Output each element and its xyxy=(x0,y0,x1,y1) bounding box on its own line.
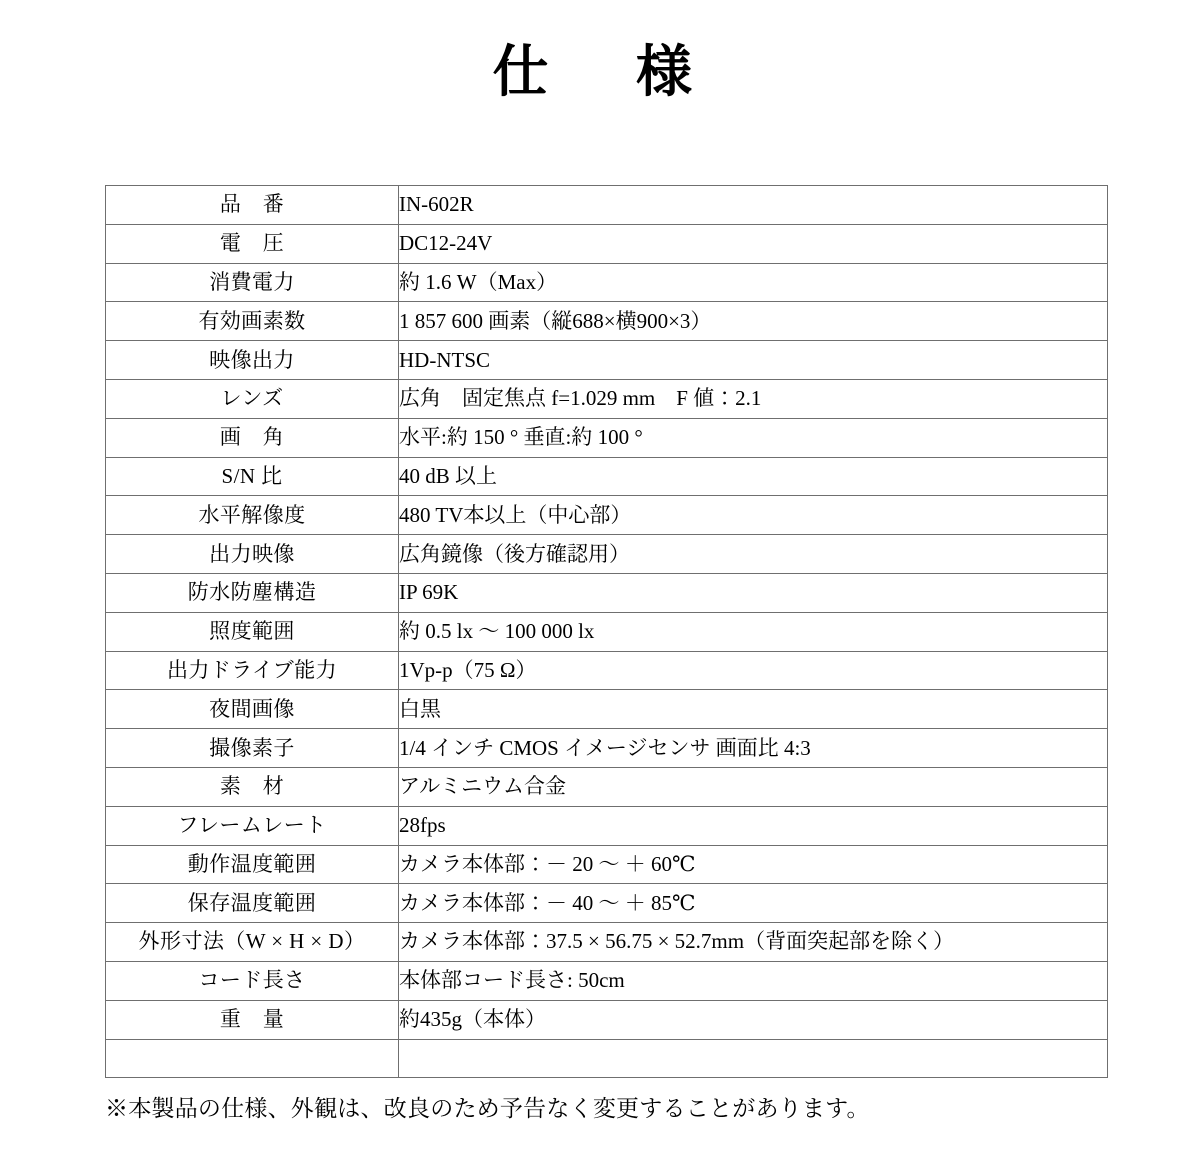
table-row xyxy=(106,573,1108,612)
row-value xyxy=(399,1039,1108,1078)
row-label: 画 角 xyxy=(106,418,399,457)
table-row xyxy=(106,884,1108,923)
row-label: フレームレート xyxy=(106,806,399,845)
row-label: 電 圧 xyxy=(106,224,399,263)
table-row xyxy=(106,806,1108,845)
page-title: 仕 様 xyxy=(492,42,708,104)
specification-table-body xyxy=(106,186,1108,1078)
table-row xyxy=(106,302,1108,341)
table-row xyxy=(106,186,1108,225)
row-label: S/N 比 xyxy=(106,457,399,496)
row-value: カメラ本体部：－ 40 ～ ＋ 85℃ xyxy=(399,884,1108,923)
row-value: IP 69K xyxy=(399,573,1108,612)
table-row xyxy=(106,341,1108,380)
table-row xyxy=(106,961,1108,1000)
table-row xyxy=(106,690,1108,729)
row-label: レンズ xyxy=(106,379,399,418)
row-value: HD-NTSC xyxy=(399,341,1108,380)
table-row xyxy=(106,845,1108,884)
table-row xyxy=(106,457,1108,496)
table-row xyxy=(106,496,1108,535)
row-label: 重 量 xyxy=(106,1000,399,1039)
table-row xyxy=(106,379,1108,418)
table-row xyxy=(106,535,1108,574)
table-row xyxy=(106,651,1108,690)
footnote-text: ※本製品の仕様、外観は、改良のため予告なく変更することがあります。 xyxy=(105,1096,870,1121)
row-value: 広角 固定焦点 f=1.029 mm F 値：2.1 xyxy=(399,379,1108,418)
row-label: 撮像素子 xyxy=(106,729,399,768)
row-value: カメラ本体部：37.5 × 56.75 × 52.7mm（背面突起部を除く） xyxy=(399,923,1108,962)
row-label: 外形寸法（W × H × D） xyxy=(106,923,399,962)
row-value: 広角鏡像（後方確認用） xyxy=(399,535,1108,574)
row-label: 出力映像 xyxy=(106,535,399,574)
row-label: コード長さ xyxy=(106,961,399,1000)
row-value: 約 0.5 lx ～ 100 000 lx xyxy=(399,612,1108,651)
row-label: 動作温度範囲 xyxy=(106,845,399,884)
specification-table-container xyxy=(105,185,1105,1078)
row-label: 保存温度範囲 xyxy=(106,884,399,923)
row-value: 1/4 インチ CMOS イメージセンサ 画面比 4:3 xyxy=(399,729,1108,768)
row-label: 映像出力 xyxy=(106,341,399,380)
row-label: 消費電力 xyxy=(106,263,399,302)
table-row xyxy=(106,923,1108,962)
row-value: 約435g（本体） xyxy=(399,1000,1108,1039)
table-row xyxy=(106,1000,1108,1039)
row-value: 480 TV本以上（中心部） xyxy=(399,496,1108,535)
row-label: 品 番 xyxy=(106,186,399,225)
table-row xyxy=(106,767,1108,806)
row-value: 約 1.6 W（Max） xyxy=(399,263,1108,302)
row-value: 28fps xyxy=(399,806,1108,845)
row-label: 水平解像度 xyxy=(106,496,399,535)
row-label: 素 材 xyxy=(106,767,399,806)
row-label: 有効画素数 xyxy=(106,302,399,341)
row-value: 40 dB 以上 xyxy=(399,457,1108,496)
specification-table xyxy=(105,185,1108,1078)
row-value: 白黒 xyxy=(399,690,1108,729)
row-value: DC12-24V xyxy=(399,224,1108,263)
row-value: 1Vp-p（75 Ω） xyxy=(399,651,1108,690)
row-value: 水平:約 150 ° 垂直:約 100 ° xyxy=(399,418,1108,457)
row-label: 防水防塵構造 xyxy=(106,573,399,612)
row-label: 夜間画像 xyxy=(106,690,399,729)
row-value: アルミニウム合金 xyxy=(399,767,1108,806)
table-row xyxy=(106,224,1108,263)
table-row xyxy=(106,1039,1108,1078)
row-label: 照度範囲 xyxy=(106,612,399,651)
table-row xyxy=(106,729,1108,768)
row-value: 本体部コード長さ: 50cm xyxy=(399,961,1108,1000)
table-row xyxy=(106,418,1108,457)
table-row xyxy=(106,612,1108,651)
row-value: IN-602R xyxy=(399,186,1108,225)
row-label xyxy=(106,1039,399,1078)
table-row xyxy=(106,263,1108,302)
row-value: 1 857 600 画素（縦688×横900×3） xyxy=(399,302,1108,341)
row-value: カメラ本体部：－ 20 ～ ＋ 60℃ xyxy=(399,845,1108,884)
row-label: 出力ドライブ能力 xyxy=(106,651,399,690)
